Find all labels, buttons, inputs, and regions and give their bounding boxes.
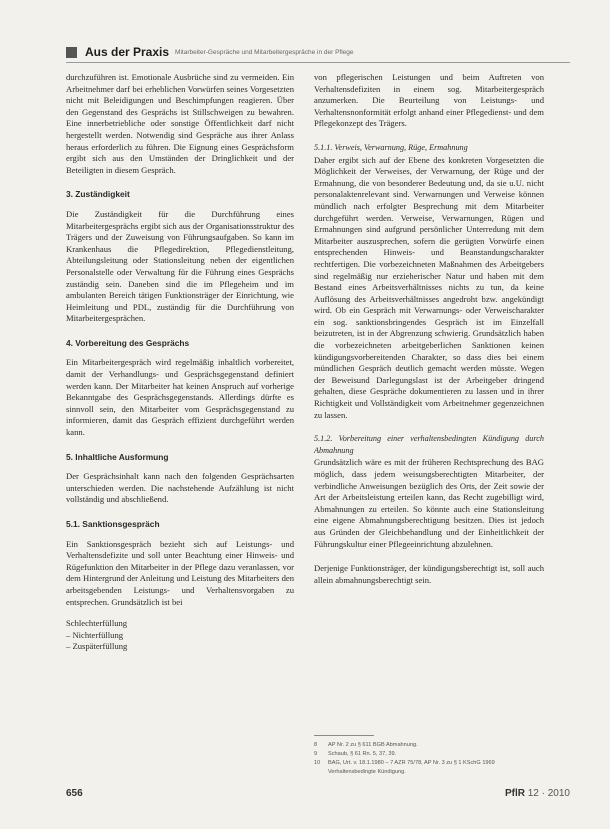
page-number: 656	[66, 788, 83, 799]
page-footer	[66, 788, 570, 804]
left-intro-paragraph: durchzuführen ist. Emotionale Ausbrüche sind zu vermeiden. Ein Arbeitnehmer darf bei erheblichen Vorwürfen seines Vorgesetzten nicht mit Beleidigungen und Beschimpfungen reagieren. Über den Gegenstand des Gesprächs ist Stillschweigen zu bewahren. Eine innerbetriebliche oder sonstige Öffentlichkeit darf nicht hergestellt werden. Notwendig sind Gespräche aus ihrer Anlass heraus erforderlich zu führen. Die Eignung eines Gesprächsform ergibt sich aus den Umständen der Dringlichkeit und der Beteiligten in diesem Gespräch.	[66, 72, 294, 175]
section-4-paragraph: Ein Mitarbeitergespräch wird regelmäßig inhaltlich vorbereitet, damit der Verhandlungs- und Gesprächsgegenstand definiert werden kann. Der Mitarbeiter hat keinen Anspruch auf vorherige Bekanntgabe des Gesprächsgegenstands. Allerdings dürfte es sinnvoll sein, den Mitarbeiter vom Gesprächsgegenstand zu informieren, damit das Gespräch effizient durchgeführt werden kann.	[66, 357, 294, 438]
footnote-number: 8	[314, 742, 318, 748]
journal-name: PflR	[504, 788, 525, 799]
right-intro-paragraph: von pflegerischen Leistungen und beim Auftreten von Verhaltensdefiziten in einem sog. Mitarbeitergespräch anzumerken. Die Beurteilung von Leistungs- und Verhaltensnonformität erfolgt anhand einer Pflegedienst- und dem Pflegekonzept des Trägers.	[314, 72, 544, 129]
section-heading-3: 3. Zuständigkeit	[66, 189, 130, 200]
footnote-number: 9	[314, 751, 318, 757]
footnotes	[314, 741, 544, 777]
section-heading-5: 5. Inhaltliche Ausformung	[66, 451, 169, 462]
list-item: – Nichterfüllung	[66, 629, 124, 640]
section-heading-5-1-1: 5.1.1. Verweis, Verwarnung, Rüge, Ermahnung	[314, 142, 468, 152]
journal-issue	[505, 788, 570, 799]
header-marker-square	[66, 47, 77, 58]
header-title: Aus der Praxis	[85, 45, 170, 59]
header-subtitle: Mitarbeiter-Gespräche und Mitarbeitergespräche in der Pflege	[175, 48, 354, 56]
section-heading-5-1-2: 5.1.2. Vorbereitung einer verhaltensbedingten Kündigung durch Abmahnung	[314, 434, 544, 455]
footnote-divider	[314, 735, 374, 736]
page-header	[66, 44, 570, 60]
footnote-text: Schaub, § 61 Rn. 5, 37, 39.	[328, 751, 397, 757]
section-5-1-2-closing-paragraph: Derjenige Funktionsträger, der kündigungsberechtigt ist, soll auch allein abmahnungsberechtigt sein.	[314, 563, 544, 585]
footnote-text: BAG, Urt. v. 18.1.1980 – 7 AZR 75/78, AP Nr. 3 zu § 1 KSchG 1969 Verhaltensbedingte Kündigung.	[328, 760, 495, 775]
section-5-1-1-paragraph: Daher ergibt sich auf der Ebene des konkreten Vorgesetzten die Möglichkeit der Verweises, der Verwarnung, der Rüge und der Ermahnung, die von besonderer Bedeutung und, da sie u.U. nicht personalaktenrelevant sind. Verwarnungen und Verweise können mündlich nach erfolgter Besprechung mit dem Mitarbeiter durchgeführt werden. Verweise, Verwarnungen, Rügen und Ermahnungen sind aufgrund persönlicher Unterredung mit dem Mitarbeiter auszusprechen, sofern die gerügten Vorwürfe einen entsprechenden Hinweis- und Beanstandungscharakter rechtfertigen. Die vorbezeichneten Maßnahmen des Arbeitgebers sind regelmäßig nur erzieherischer Natur und haben mit dem Bestand eines Arbeitsverhältnisses nichts zu tun, da keine Auflösung des Arbeitsverhältnisses angedroht bzw. angekündigt wird. Ob ein Gespräch mit Verwarnungs- oder Verweischarakter ein sog. sanktionsbringendes Gespräch ist im Einzelfall beizutreten, ist in der Abgrenzung schwierig. Grundsätzlich haben die vorbezeichneten arbeitgeberlichen Sanktionen keinen kündigungsvorbereitenden Charakter, so dass dies bei einem mündlichen Gespräch deutlich gemacht werden müsste. Wegen der Beweisund Darlegungslast ist der Arbeitgeber dringend gehalten, diese Gespräche dokumentieren zu lassen und in ihrer Richtigkeit und Vollständigkeit vom Arbeitnehmer gegenzeichnen zu lassen.	[314, 154, 544, 420]
section-5-paragraph: Der Gesprächsinhalt kann nach den folgenden Gesprächsarten unterschieden werden. Die nachstehende Aufzählung ist nicht vollständig und abschließend.	[66, 471, 294, 505]
footnote	[314, 750, 544, 759]
footnote	[314, 759, 544, 777]
footnote-number: 10	[314, 760, 321, 766]
issue-label: 12 · 2010	[527, 788, 570, 799]
paragraph-spacer	[314, 550, 544, 563]
section-3-paragraph: Die Zuständigkeit für die Durchführung eines Mitarbeitergesprächs ergibt sich aus der Organisationsstruktur des Trägers und der Zuweisung von Führungsaufgaben. So kann im Krankenhaus die Pflegedirektion, Pflegedienstleitung, Abteilungsleitung oder Stationsleitung neben der eigentlichen Personalstelle oder Verwaltung für die Führung eines Gesprächs zuständig sein. Daneben sind die im Pflegeheim und im ambulanten Bereich tätigen Funktionsträger der Einrichtung, wie Heimleitung und PDL, zuständig für die Durchführung von Mitarbeitergesprächen.	[66, 208, 294, 324]
section-heading-5-1: 5.1. Sanktionsgespräch	[66, 519, 160, 529]
left-column	[66, 72, 294, 653]
header-divider	[66, 62, 570, 63]
footnote	[314, 741, 544, 750]
footnote-text: AP Nr. 2 zu § 611 BGB Abmahnung.	[328, 742, 418, 748]
section-5-1-paragraph: Ein Sanktionsgespräch bezieht sich auf Leistungs- und Verhaltensdefizite und soll unter Beachtung einer Hinweis- und Rügefunktion den Mitarbeiter in der Pflege dazu veranlassen, vor dem Hintergrund der Anleitung und Leistung des Mitarbeiters den arbeitsgebenden Leistungs- und Verhaltensvorgaben zu entsprechen. Grundsätzlich ist bei	[66, 538, 294, 607]
right-column	[314, 72, 544, 586]
deficit-list	[66, 618, 294, 653]
section-heading-4: 4. Vorbereitung des Gesprächs	[66, 337, 190, 348]
list-item: Schlechterfüllung	[66, 618, 128, 629]
list-item: – Zuspäterfüllung	[66, 641, 128, 652]
section-5-1-2-paragraph: Grundsätzlich wäre es mit der früheren Rechtsprechung des BAG möglich, dass jedem weisungsberechtigten Mitarbeiter, der verbindliche Anweisungen bezüglich des Orts, der Zeit sowie der Art der Arbeitsleistung erteilen kann, das Recht zugebilligt wird, Abmahnungen zu erteilen. So könnte auch eine Stationsleitung eine eigene Abmahnungsberechtigung besitzen. Dies ist jedoch aus Gründen der Gleichbehandlung und der Einheitlichkeit der Führungskultur einer Pflegeeinrichtung abzulehnen.	[314, 457, 544, 549]
